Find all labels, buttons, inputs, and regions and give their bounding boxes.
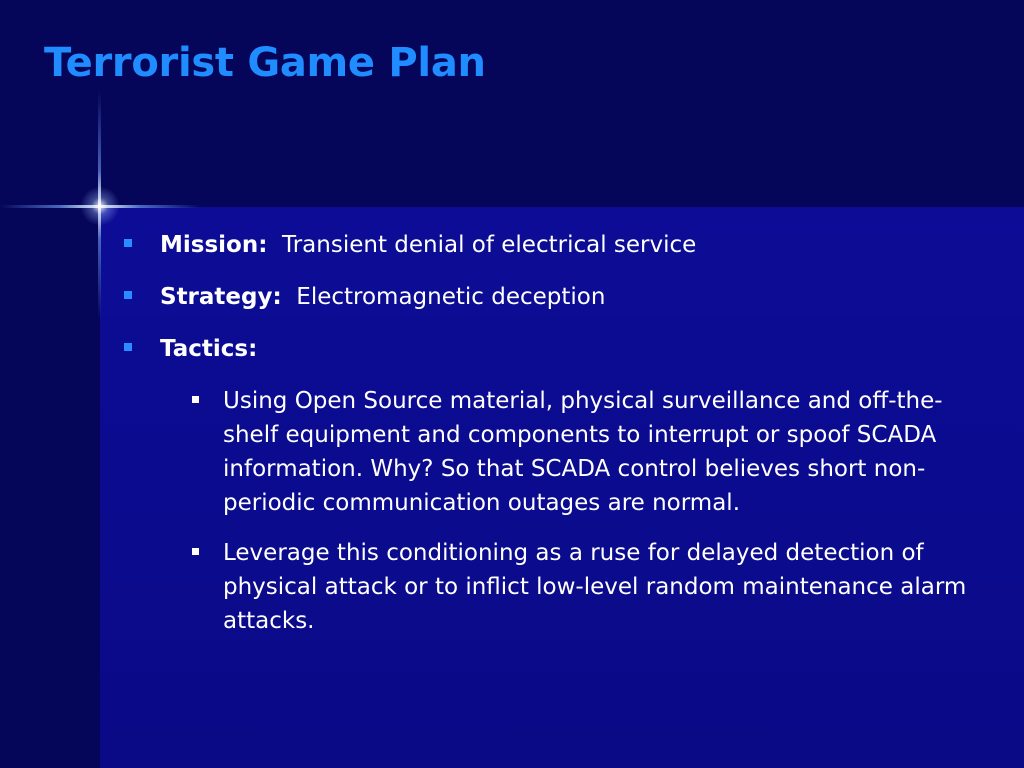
square-bullet-icon [124,343,132,351]
square-bullet-icon [124,291,132,299]
tactics-label: Tactics: [160,336,258,362]
bullet-strategy [120,280,1000,314]
tactic-item [160,384,983,520]
bullet-mission [120,228,1000,262]
strategy-text: Electromagnetic deception [296,284,606,310]
mission-text: Transient denial of electrical service [282,232,697,258]
mission-label: Mission: [160,232,268,258]
bullet-tactics [120,332,1000,638]
square-subbullet-icon [192,548,199,555]
strategy-label: Strategy: [160,284,282,310]
square-subbullet-icon [192,396,199,403]
tactic-text: Using Open Source material, physical surveillance and off-the-shelf equipment and components to interrupt or spoof SCADA information. Why? So that SCADA control believes short non-periodic communication outages are normal. [223,388,943,516]
bullet-list [120,228,1000,656]
slide-title: Terrorist Game Plan [44,40,486,86]
square-bullet-icon [124,239,132,247]
decorative-star-glow [80,186,120,226]
tactic-item [160,536,983,638]
tactics-sublist [160,384,1000,638]
tactic-text: Leverage this conditioning as a ruse for delayed detection of physical attack or to inflict low-level random maintenance alarm attacks. [223,540,967,634]
